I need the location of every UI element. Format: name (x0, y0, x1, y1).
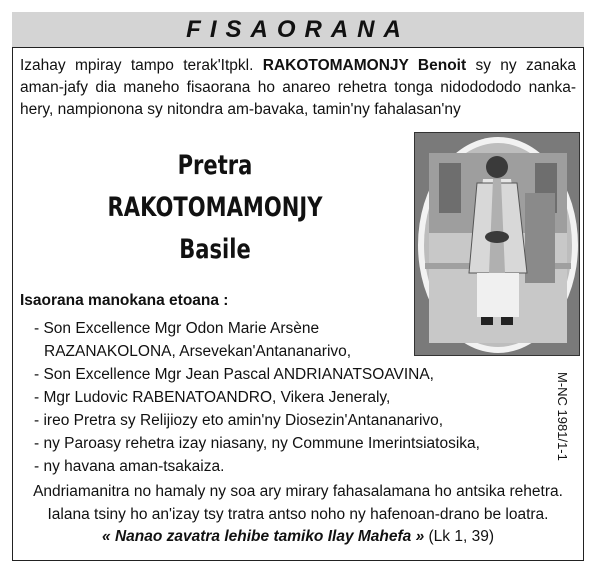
scripture-quote (20, 528, 576, 546)
thanks-item: - Mgr Ludovic RABENATOANDRO, Vikera Jeneraly, (34, 389, 391, 406)
thanks-item: - ny Paroasy rehetra izay niasany, ny Commune Imerintsiatosika, (34, 435, 480, 452)
intro-text-start: Izahay mpiray tampo terak'Itpkl. (20, 57, 263, 74)
header-banner (12, 12, 584, 48)
closing-line-2: Ialana tsiny ho an'izay tsy tratra antso noho ny hafenoan-drano be loatra. (47, 506, 549, 523)
quote-text: « Nanao zavatra lehibe tamiko Ilay Mahefa » (102, 528, 425, 545)
quote-reference: (Lk 1, 39) (424, 528, 494, 545)
reference-number: M-NC 1981/1-1 (555, 372, 570, 461)
thanks-item: - Son Excellence Mgr Odon Marie Arsène (34, 320, 320, 337)
closing-line-1: Andriamanitra no hamaly ny soa ary mirary fahasalamana ho antsika rehetra. (33, 483, 563, 500)
intro-father-name: RAKOTOMAMONJY Benoit (262, 57, 467, 74)
header-title: FISAORANA (186, 15, 410, 43)
deceased-surname: RAKOTOMAMONJY (107, 192, 323, 223)
thanks-item: - ny havana aman-tsakaiza. (34, 458, 225, 475)
intro-text-end: sy ny zanaka aman-jafy dia maneho fisaorana ho anareo rehetra tonga nidodododo nanka-hery, nampionona sy nitondra am-bavaka, tamin'ny fahalasan'ny (20, 57, 576, 118)
deceased-first-name: Basile (179, 234, 251, 265)
deceased-title: Pretra (177, 150, 253, 181)
priest-photo-image (415, 133, 580, 356)
priest-photo (414, 132, 580, 356)
thanks-item: - ireo Pretra sy Relijiozy eto amin'ny Diosezin'Antananarivo, (34, 412, 444, 429)
intro-paragraph (20, 55, 576, 121)
thanks-item: RAZANAKOLONA, Arsevekan'Antananarivo, (44, 343, 352, 360)
thanks-item: - Son Excellence Mgr Jean Pascal ANDRIANATSOAVINA, (34, 366, 434, 383)
thanks-heading: Isaorana manokana etoana : (20, 292, 229, 309)
